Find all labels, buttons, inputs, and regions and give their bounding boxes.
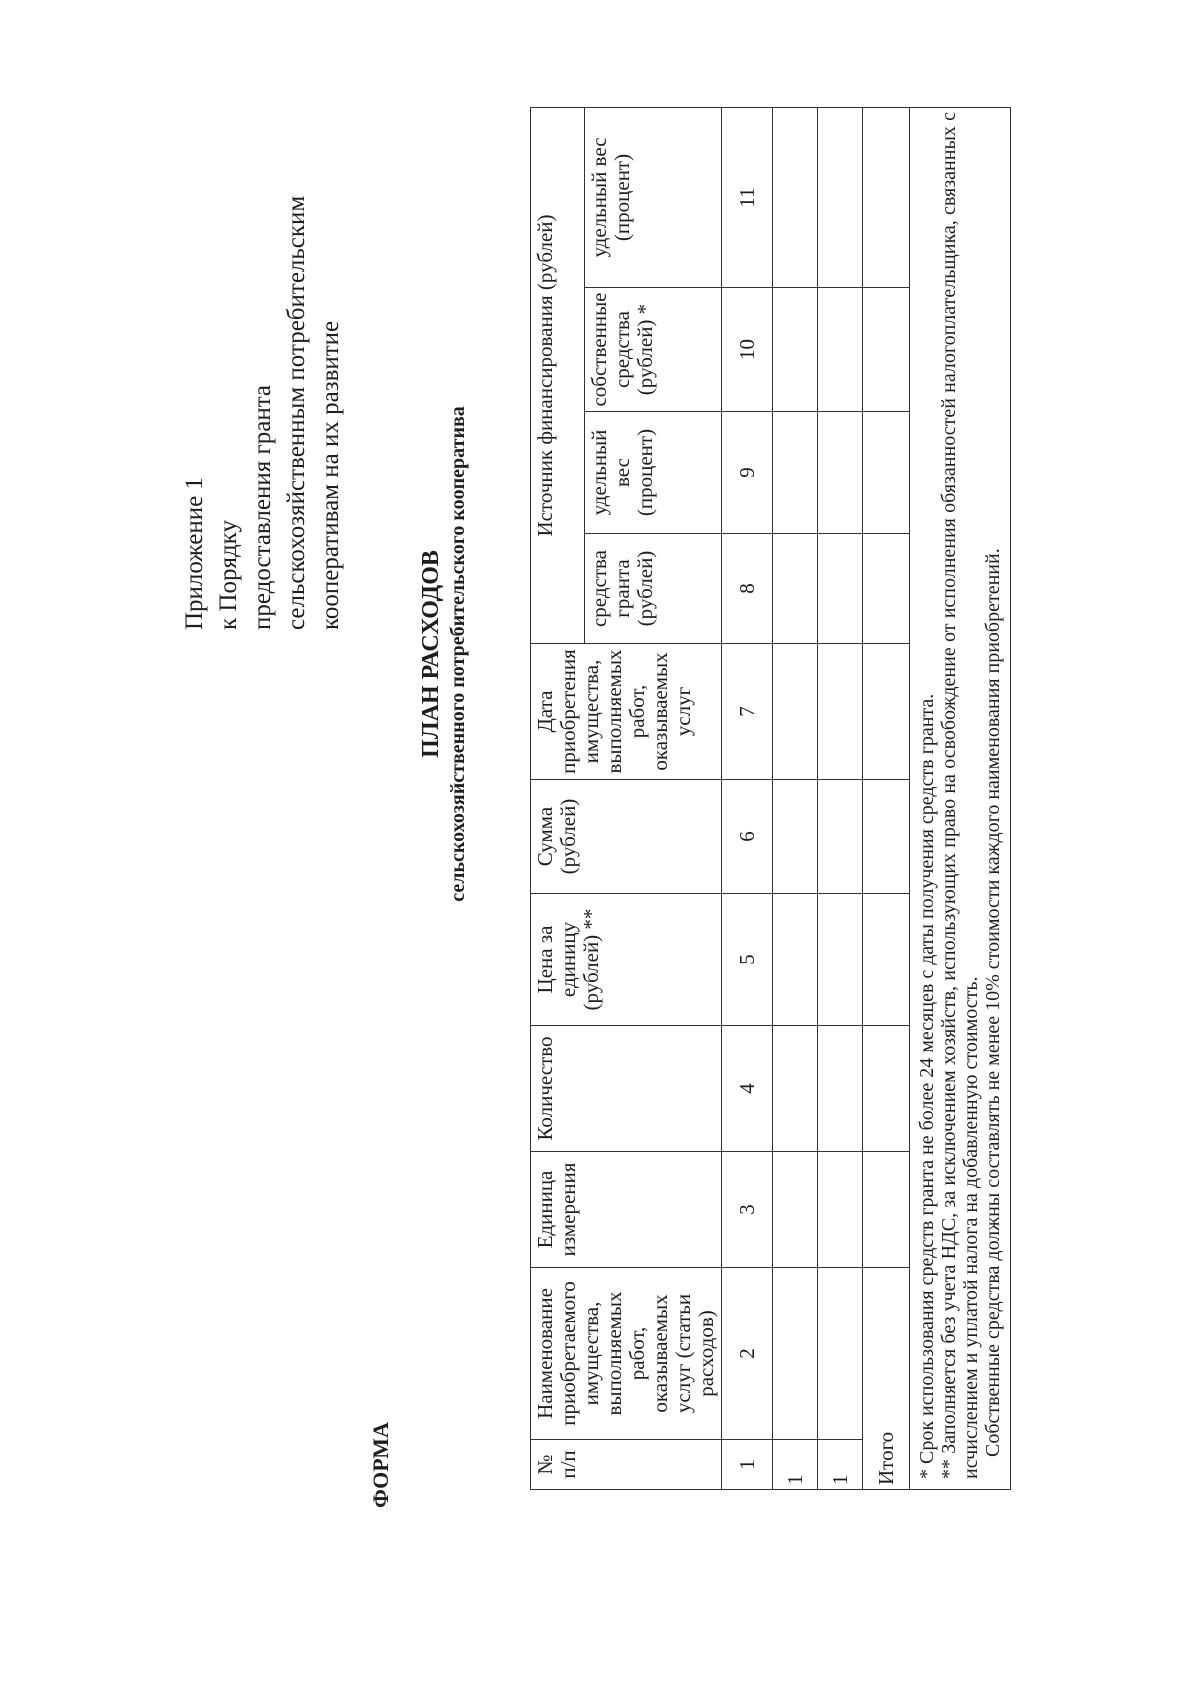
column-number: 11 — [722, 107, 773, 287]
column-number-row — [722, 107, 773, 1489]
table-cell — [773, 288, 818, 412]
total-cell — [863, 1026, 910, 1152]
header-date: Дата приобретения имущества, выполняемых работ, оказываемых услуг — [531, 644, 722, 780]
column-number: 7 — [722, 644, 773, 780]
approval-line: к Порядку — [215, 520, 242, 630]
header-grant: средства гранта (рублей) — [585, 534, 722, 644]
total-cell — [863, 288, 910, 412]
table-cell — [773, 107, 818, 287]
footnote-1: * Срок использования средств гранта не более 24 месяцев с даты получения средств гранта. — [916, 693, 938, 1479]
footnotes — [910, 107, 1011, 1489]
header-qty: Количество — [531, 1026, 722, 1152]
table-cell — [818, 1152, 863, 1268]
table-cell — [818, 780, 863, 894]
total-cell — [863, 780, 910, 894]
table-cell — [818, 288, 863, 412]
header-row — [531, 107, 585, 1489]
total-cell — [863, 1152, 910, 1268]
column-number: 2 — [722, 1268, 773, 1440]
table-cell — [818, 644, 863, 780]
footnote-2: ** Заполняется без учета НДС, за исключением хозяйств, использующих право на освобождение от исполнения обязанностей налогоплательщика, связанных с исчислением и уплатой налога на добавленную стоимость. — [938, 111, 982, 1479]
table-cell — [773, 894, 818, 1026]
header-sum: Сумма (рублей) — [531, 780, 722, 894]
column-number: 10 — [722, 288, 773, 412]
row-number: 1 — [773, 1440, 818, 1490]
column-number: 6 — [722, 780, 773, 894]
approval-line: Приложение 1 — [181, 477, 208, 630]
table-cell — [773, 644, 818, 780]
approval-block — [178, 190, 348, 630]
table-cell — [773, 412, 818, 534]
table-cell — [818, 1026, 863, 1152]
table-row — [773, 107, 818, 1489]
table-cell — [773, 1026, 818, 1152]
total-cell — [863, 412, 910, 534]
total-row — [863, 107, 910, 1489]
total-cell — [863, 534, 910, 644]
header-price: Цена за единицу (рублей) ** — [531, 894, 722, 1026]
approval-line: кооперативам на их развитие — [317, 320, 344, 630]
total-cell — [863, 107, 910, 287]
table-cell — [773, 1268, 818, 1440]
header-grant-share: удельный вес (процент) — [585, 412, 722, 534]
column-number: 4 — [722, 1026, 773, 1152]
column-number: 8 — [722, 534, 773, 644]
row-number: 1 — [818, 1440, 863, 1490]
header-source: Источник финансирования (рублей) — [531, 107, 585, 643]
table-cell — [818, 534, 863, 644]
table-cell — [818, 894, 863, 1026]
table-cell — [818, 412, 863, 534]
column-number: 5 — [722, 894, 773, 1026]
title-main: ПЛАН РАСХОДОВ — [418, 550, 444, 758]
document-title — [418, 174, 470, 1134]
table-row — [818, 107, 863, 1489]
approval-line: предоставления гранта — [249, 384, 276, 630]
table-cell — [773, 534, 818, 644]
expense-plan-table — [530, 107, 1011, 1490]
forma-label: ФОРМА — [368, 1422, 393, 1508]
column-number: 9 — [722, 412, 773, 534]
footnote-3: Собственные средства должны составлять не менее 10% стоимости каждого наименования приобретений. — [982, 548, 1004, 1457]
notes-row — [910, 107, 1011, 1489]
table-cell — [773, 780, 818, 894]
header-unit: Единица измерения — [531, 1152, 722, 1268]
table-cell — [818, 107, 863, 287]
total-label: Итого — [863, 1268, 910, 1490]
header-num: № п/п — [531, 1440, 722, 1490]
column-number: 3 — [722, 1152, 773, 1268]
column-number: 1 — [722, 1440, 773, 1490]
header-own: собственные средства (рублей) * — [585, 288, 722, 412]
total-cell — [863, 644, 910, 780]
total-cell — [863, 894, 910, 1026]
title-sub: сельскохозяйственного потребительского кооператива — [447, 406, 469, 902]
approval-line: сельскохозяйственным потребительским — [283, 195, 310, 630]
header-name: Наименование приобретаемого имущества, выполняемых работ, оказываемых услуг (статьи расходов) — [531, 1268, 722, 1440]
table-cell — [773, 1152, 818, 1268]
header-own-share: удельный вес (процент) — [585, 107, 722, 287]
table-cell — [818, 1268, 863, 1440]
